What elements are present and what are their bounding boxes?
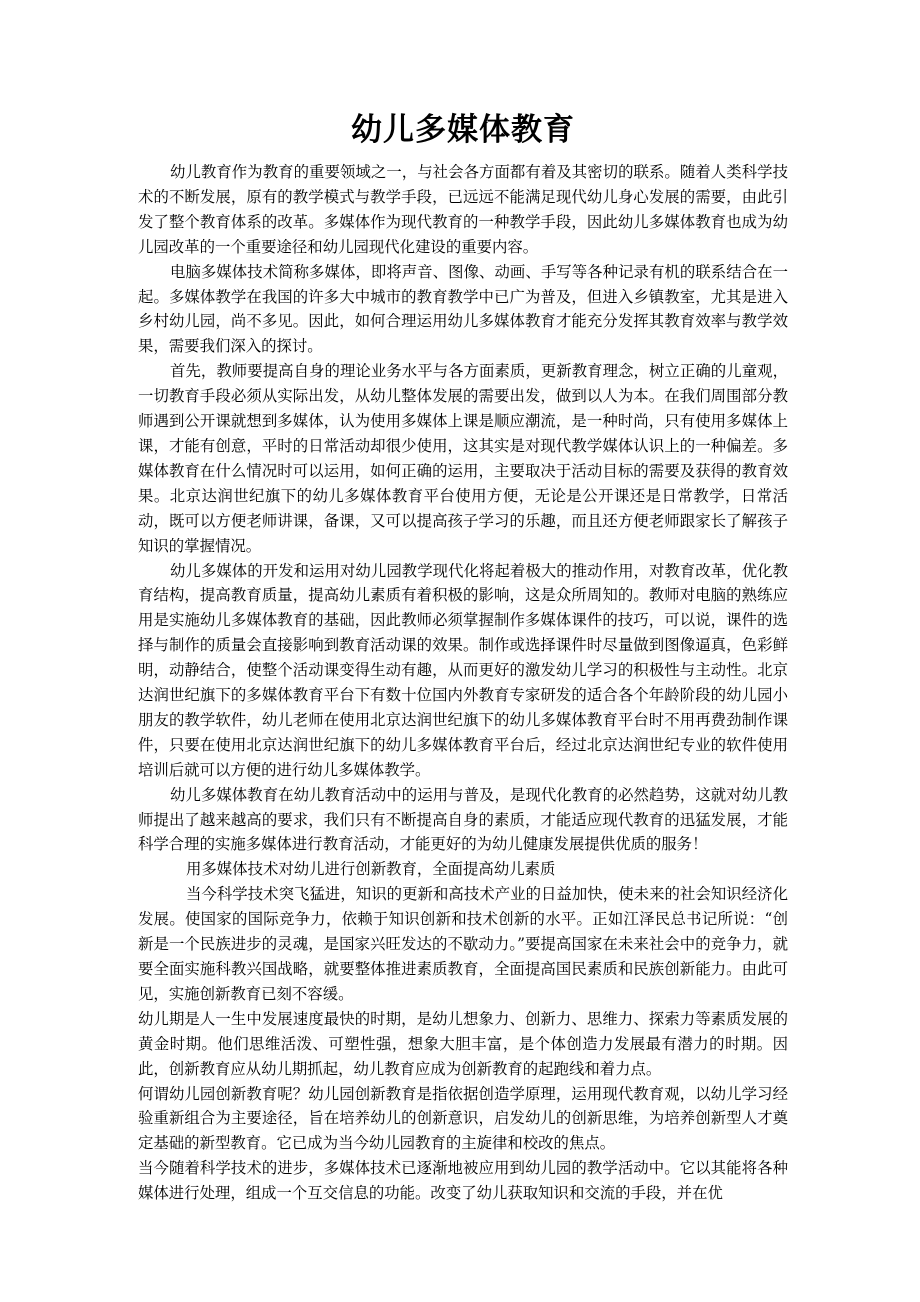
paragraph-1: 幼儿教育作为教育的重要领域之一，与社会各方面都有着及其密切的联系。随着人类科学技术的不断发展，原有的教学模式与教学手段，已远远不能满足现代幼儿身心发展的需要，由此引发了整个教育体系的改革。多媒体作为现代教育的一种教学手段，因此幼儿多媒体教育也成为幼儿园改革的一个重要途径和幼儿园现代化建设的重要内容。 — [138, 163, 788, 256]
paragraph-2: 电脑多媒体技术简称多媒体，即将声音、图像、动画、手写等各种记录有机的联系结合在一起。多媒体教学在我国的许多大中城市的教育教学中已广为普及，但进入乡镇教室，尤其是进入乡村幼儿园，尚不多见。因此，如何合理运用幼儿多媒体教育才能充分发挥其教育效率与教学效果，需要我们深入的探讨。 — [138, 262, 788, 356]
paragraph-4: 幼儿多媒体的开发和运用对幼儿园教学现代化将起着极大的推动作用，对教育改革，优化教育结构，提高教育质量，提高幼儿素质有着积极的影响，这是众所周知的。教师对电脑的熟练应用是实施幼儿多媒体教育的基础，因此教师必须掌握制作多媒体课件的技巧，可以说，课件的选择与制作的质量会直接影响到教育活动课的效果。制作或选择课件时尽量做到图像逼真，色彩鲜明，动静结合，使整个活动课变得生动有趣，从而更好的激发幼儿学习的积极性与主动性。北京达润世纪旗下的多媒体教育平台下有数十位国内外教育专家研发的适合各个年龄阶段的幼儿园小朋友的教学软件，幼儿老师在使用北京达润世纪旗下的幼儿多媒体教育平台时不用再费劲制作课件，只要在使用北京达润世纪旗下的幼儿多媒体教育平台后，经过北京达润世纪专业的软件使用培训后就可以方便的进行幼儿多媒体教学。 — [138, 561, 788, 779]
document-title: 幼儿多媒体教育 — [351, 112, 575, 148]
paragraph-9: 当今随着科学技术的进步，多媒体技术已逐渐地被应用到幼儿园的教学活动中。它以其能将各种媒体进行处理，组成一个互交信息的功能。改变了幼儿获取知识和交流的手段，并在优 — [138, 1159, 788, 1203]
paragraph-7: 幼儿期是人一生中发展速度最快的时期，是幼儿想象力、创新力、思维力、探索力等素质发展的黄金时期。他们思维活泼、可塑性强，想象大胆丰富，是个体创造力发展最有潜力的时期。因此，创新教育应从幼儿期抓起，幼儿教育应成为创新教育的起跑线和着力点。 — [138, 1009, 788, 1078]
paragraph-5: 幼儿多媒体教育在幼儿教育活动中的运用与普及，是现代化教育的必然趋势，这就对幼儿教师提出了越来越高的要求，我们只有不断提高自身的素质，才能适应现代教育的迅猛发展，才能科学合理的实施多媒体进行教育活动，才能更好的为幼儿健康发展提供优质的服务！ — [138, 785, 788, 854]
document-page — [138, 108, 788, 1206]
paragraph-6: 当今科学技术突飞猛进，知识的更新和高技术产业的日益加快，使未来的社会知识经济化发展。使国家的国际竞争力，依赖于知识创新和技术创新的水平。正如江泽民总书记所说：“创新是一个民族进步的灵魂，是国家兴旺发达的不歇动力。”要提高国家在未来社会中的竞争力，就要全面实施科教兴国战略，就要整体推进素质教育，全面提高国民素质和民族创新能力。由此可见，实施创新教育已刻不容缓。 — [138, 885, 788, 1003]
section-heading: 用多媒体技术对幼儿进行创新教育，全面提高幼儿素质 — [186, 860, 556, 879]
paragraph-3: 首先，教师要提高自身的理论业务水平与各方面素质，更新教育理念，树立正确的儿童观，一切教育手段必须从实际出发，从幼儿整体发展的需要出发，做到以人为本。在我们周围部分教师遇到公开课就想到多媒体，认为使用多媒体上课是顺应潮流，是一种时尚，只有使用多媒体上课，才能有创意，平时的日常活动却很少使用，这其实是对现代教学媒体认识上的一种偏差。多媒体教育在什么情况时可以运用，如何正确的运用，主要取决于活动目标的需要及获得的教育效果。北京达润世纪旗下的幼儿多媒体教育平台使用方便，无论是公开课还是日常教学，日常活动，既可以方便老师讲课，备课，又可以提高孩子学习的乐趣，而且还方便老师跟家长了解孩子知识的掌握情况。 — [138, 362, 788, 555]
paragraph-8: 何谓幼儿园创新教育呢？幼儿园创新教育是指依据创造学原理，运用现代教育观，以幼儿学习经验重新组合为主要途径，旨在培养幼儿的创新意识，启发幼儿的创新思维，为培养创新型人才奠定基础的新型教育。它已成为当今幼儿园教育的主旋律和校改的焦点。 — [138, 1084, 788, 1153]
